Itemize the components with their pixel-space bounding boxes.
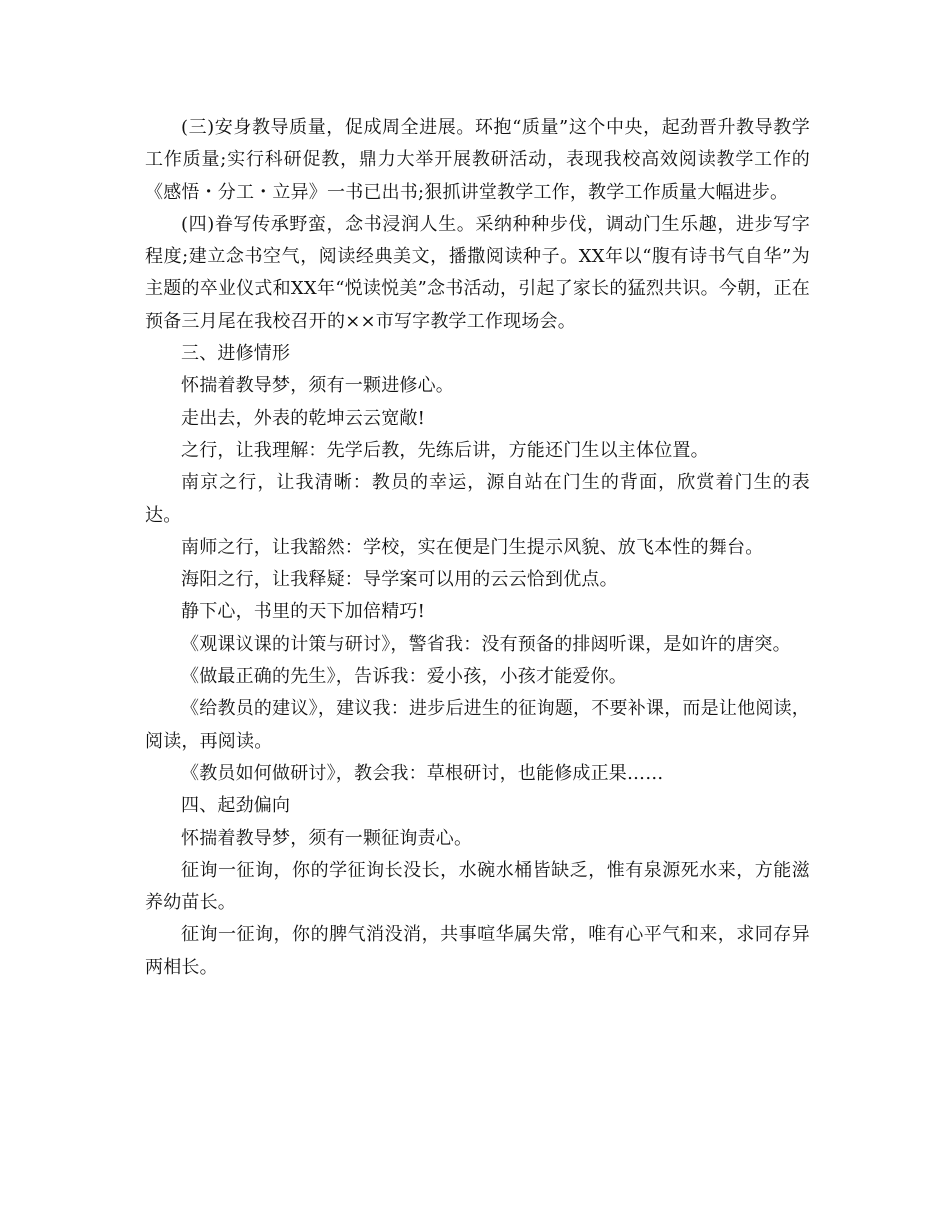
paragraph-study-heart: 怀揣着教导梦，须有一颗进修心。: [181, 375, 454, 397]
document-body: [145, 112, 810, 984]
paragraph-responsibility: 怀揣着教导梦，须有一颗征询责心。: [181, 827, 473, 849]
paragraph-book-2: 《做最正确的先生》，告诉我：爱小孩，小孩才能爱你。: [181, 666, 627, 688]
paragraph-trip-haiyang: 海阳之行，让我释疑：导学案可以用的云云恰到优点。: [181, 569, 618, 591]
paragraph-calm-down: 静下心，书里的天下加倍精巧!: [181, 601, 426, 623]
paragraph-quality: (三)安身教导质量，促成周全进展。环抱“质量”这个中央，起劲晋升教导教学工作质量;实行科研促教，鼎力大举开展教研活动，表现我校高效阅读教学工作的《感悟・分工・立异》一书已出书;狠抓讲堂教学工作，教学工作质量大幅进步。: [145, 117, 810, 203]
paragraph-ask-temper: 征询一征询，你的脾气消没消，共事喧华属失常，唯有心平气和来，求同存异两相长。: [145, 924, 810, 978]
paragraph-go-out: 走出去，外表的乾坤云云宽敞!: [181, 407, 426, 429]
paragraph-calligraphy-reading: (四)眷写传承野蛮，念书浸润人生。采纳种种步伐，调动门生乐趣，进步写字程度;建立念书空气，阅读经典美文，播撒阅读种子。XX年以“腹有诗书气自华”为主题的卒业仪式和XX年“悦读悦美”念书活动，引起了家长的猛烈共识。今朝，正在预备三月尾在我校召开的××市写字教学工作现场会。: [145, 213, 810, 332]
section-heading-study: 三、进修情形: [181, 343, 291, 365]
paragraph-book-4: 《教员如何做研讨》，教会我：草根研讨，也能修成正果……: [181, 762, 664, 784]
paragraph-trip-1: 之行，让我理解：先学后教，先练后讲，方能还门生以主体位置。: [181, 439, 709, 461]
paragraph-book-3: 《给教员的建议》，建议我：进步后进生的征询题，不要补课，而是让他阅读，阅读，再阅读。: [145, 698, 810, 752]
paragraph-book-1: 《观课议课的计策与研讨》，警省我：没有预备的排闼听课，是如许的唐突。: [181, 633, 791, 655]
paragraph-ask-learning: 征询一征询，你的学征询长没长，水碗水桶皆缺乏，惟有泉源死水来，方能滋养幼苗长。: [145, 859, 810, 914]
paragraph-trip-nanjing: 南京之行，让我清晰：教员的幸运，源自站在门生的背面，欣赏着门生的表达。: [145, 472, 810, 526]
section-heading-direction: 四、起劲偏向: [181, 795, 291, 817]
paragraph-trip-nanshi: 南师之行，让我豁然：学校，实在便是门生提示风貌、放飞本性的舞台。: [181, 536, 764, 558]
